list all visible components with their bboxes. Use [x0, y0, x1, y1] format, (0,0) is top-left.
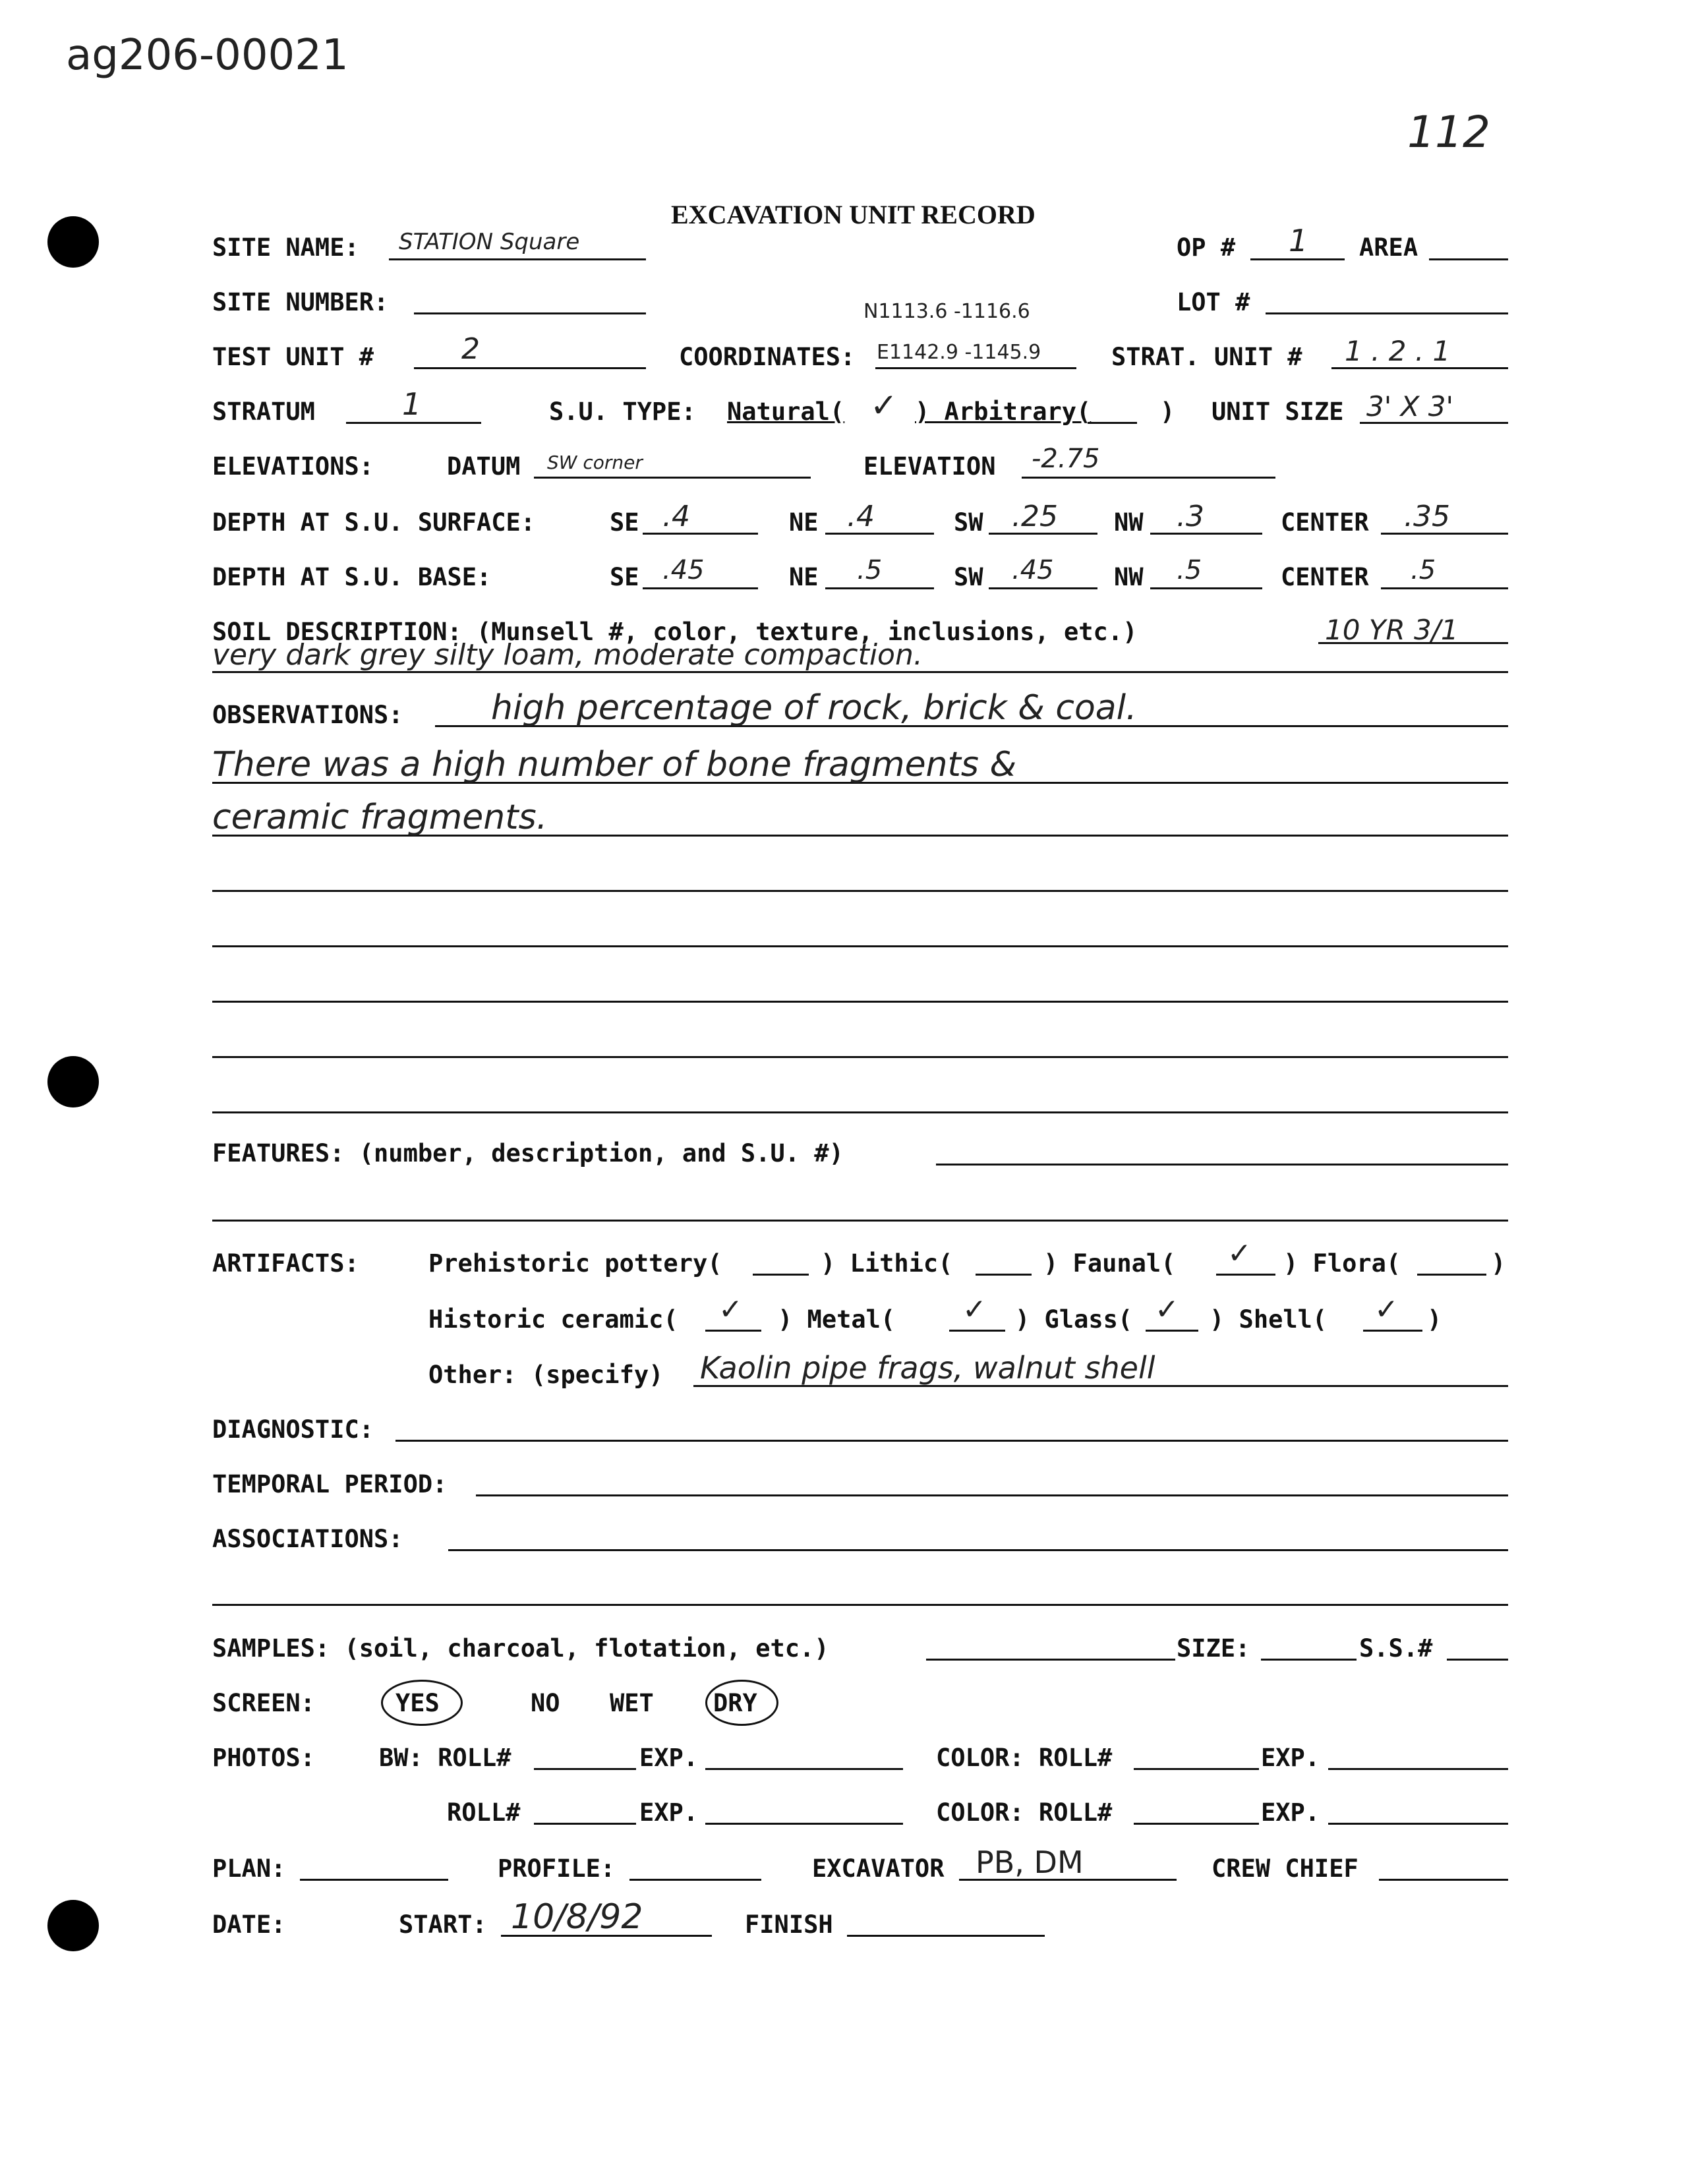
depth-base-se-label: SE [610, 563, 639, 591]
samples-size-line [1261, 1659, 1357, 1661]
glass-label: ) Glass( [1015, 1305, 1133, 1334]
flora-label: ) Flora( [1283, 1249, 1401, 1278]
lot-line [1266, 312, 1508, 314]
depth-base-center-value: .5 [1411, 555, 1436, 585]
photos-color-exp-line-1 [1328, 1768, 1508, 1770]
unit-size-value: 3' X 3' [1366, 390, 1454, 423]
temporal-period-line [476, 1494, 1508, 1496]
op-value: 1 [1289, 223, 1308, 258]
coordinates-north-value: N1113.6 -1116.6 [863, 300, 1030, 323]
observations-value-3: ceramic fragments. [212, 798, 548, 837]
excavator-value: PB, DM [976, 1845, 1084, 1880]
excavator-label: EXCAVATOR [812, 1854, 945, 1883]
blank-line-4 [212, 1056, 1508, 1058]
area-label: AREA [1359, 233, 1418, 262]
profile-line [629, 1879, 761, 1881]
depth-base-nw-line [1150, 587, 1262, 589]
test-unit-line [414, 367, 646, 369]
op-line [1250, 258, 1345, 260]
shell-line [1363, 1330, 1422, 1332]
plan-label: PLAN: [212, 1854, 286, 1883]
elevation-line [1022, 477, 1275, 479]
test-unit-label: TEST UNIT # [212, 343, 374, 371]
observations-label: OBSERVATIONS: [212, 701, 403, 729]
photos-color-exp-label-2: EXP. [1261, 1798, 1320, 1827]
punch-hole-middle [47, 1056, 99, 1107]
lithic-label: ) Lithic( [821, 1249, 953, 1278]
metal-line [949, 1330, 1005, 1332]
photos-bw-exp-label: EXP. [639, 1744, 699, 1772]
area-line [1429, 258, 1508, 260]
stratum-value: 1 [402, 386, 422, 422]
photos-color-exp-line-2 [1328, 1823, 1508, 1825]
historic-ceramic-label: Historic ceramic( [428, 1305, 678, 1334]
metal-check: ✓ [962, 1293, 987, 1326]
depth-surface-center-label: CENTER [1281, 508, 1369, 537]
crew-chief-label: CREW CHIEF [1212, 1854, 1358, 1883]
blank-line-2 [212, 945, 1508, 947]
strat-unit-line [1331, 367, 1508, 369]
photos-bw-exp-line [705, 1768, 903, 1770]
screen-label: SCREEN: [212, 1689, 315, 1717]
prehistoric-pottery-label: Prehistoric pottery( [428, 1249, 722, 1278]
photos-label: PHOTOS: [212, 1744, 315, 1772]
samples-line [926, 1659, 1175, 1661]
crew-chief-line [1379, 1879, 1508, 1881]
arbitrary-label: ) Arbitrary( [915, 398, 1092, 426]
site-name-line [389, 258, 646, 260]
glass-line [1146, 1330, 1198, 1332]
depth-surface-sw-value: .25 [1012, 500, 1058, 533]
samples-label: SAMPLES: (soil, charcoal, flotation, etc.) [212, 1634, 829, 1663]
stratum-label: STRATUM [212, 398, 315, 426]
unit-size-label: UNIT SIZE [1212, 398, 1344, 426]
depth-surface-se-line [643, 533, 758, 535]
photos-roll-line-2 [534, 1823, 636, 1825]
coordinates-east-value: E1142.9 -1145.9 [877, 341, 1041, 364]
samples-ss-label: S.S.# [1359, 1634, 1433, 1663]
flora-close: ) [1491, 1249, 1506, 1278]
document-id: ag206-00021 [66, 31, 349, 80]
metal-label: ) Metal( [778, 1305, 896, 1334]
features-line-1 [936, 1164, 1508, 1166]
arbitrary-close: ) [1160, 398, 1175, 426]
punch-hole-bottom [47, 1900, 99, 1951]
soil-description-label: SOIL DESCRIPTION: (Munsell #, color, texture, inclusions, etc.) [212, 618, 1138, 646]
other-label: Other: (specify) [428, 1361, 664, 1389]
temporal-period-label: TEMPORAL PERIOD: [212, 1470, 448, 1498]
observations-value-2: There was a high number of bone fragments & [212, 745, 1017, 784]
lot-label: LOT # [1177, 288, 1250, 316]
date-label: DATE: [212, 1910, 286, 1939]
natural-label: Natural( [727, 398, 845, 426]
site-number-line [414, 312, 646, 314]
historic-ceramic-check: ✓ [718, 1293, 743, 1326]
elevation-label: ELEVATION [863, 452, 996, 481]
photos-bw-roll-label: BW: ROLL# [379, 1744, 511, 1772]
strat-unit-value: 1 . 2 . 1 [1345, 335, 1451, 367]
faunal-line [1216, 1274, 1275, 1276]
soil-munsell-value: 10 YR 3/1 [1325, 614, 1459, 646]
other-value: Kaolin pipe frags, walnut shell [700, 1350, 1155, 1386]
plan-line [300, 1879, 448, 1881]
glass-check: ✓ [1155, 1293, 1179, 1326]
depth-base-sw-label: SW [954, 563, 983, 591]
depth-base-ne-label: NE [789, 563, 819, 591]
photos-color-exp-label-1: EXP. [1261, 1744, 1320, 1772]
soil-description-value: very dark grey silty loam, moderate compaction. [212, 638, 923, 672]
photos-color-roll-label-2: COLOR: ROLL# [936, 1798, 1113, 1827]
depth-surface-nw-value: .3 [1177, 500, 1204, 533]
associations-label: ASSOCIATIONS: [212, 1525, 403, 1553]
faunal-check: ✓ [1227, 1237, 1252, 1270]
photos-color-roll-line-1 [1134, 1768, 1259, 1770]
photos-exp-line-2 [705, 1823, 903, 1825]
photos-color-roll-label-1: COLOR: ROLL# [936, 1744, 1113, 1772]
depth-base-se-line [643, 587, 758, 589]
artifacts-label: ARTIFACTS: [212, 1249, 359, 1278]
depth-base-center-label: CENTER [1281, 563, 1369, 591]
depth-base-sw-line [989, 587, 1097, 589]
depth-surface-se-label: SE [610, 508, 639, 537]
depth-surface-nw-line [1150, 533, 1262, 535]
coordinates-label: COORDINATES: [679, 343, 856, 371]
blank-line-3 [212, 1001, 1508, 1003]
features-label: FEATURES: (number, description, and S.U. #) [212, 1139, 844, 1167]
diagnostic-line [395, 1440, 1508, 1442]
photos-bw-roll-line [534, 1768, 636, 1770]
associations-line-1 [448, 1549, 1508, 1551]
depth-base-sw-value: .45 [1012, 555, 1054, 585]
stratum-line [346, 422, 481, 424]
samples-ss-line [1447, 1659, 1508, 1661]
depth-surface-ne-line [825, 533, 934, 535]
depth-surface-ne-value: .4 [847, 500, 875, 533]
shell-check: ✓ [1374, 1293, 1399, 1326]
faunal-label: ) Faunal( [1043, 1249, 1176, 1278]
shell-label: ) Shell( [1210, 1305, 1328, 1334]
start-label: START: [399, 1910, 487, 1939]
depth-base-center-line [1381, 587, 1508, 589]
depth-surface-center-value: .35 [1404, 500, 1450, 533]
depth-surface-se-value: .4 [662, 500, 690, 533]
screen-wet: WET [610, 1689, 654, 1717]
depth-base-se-value: .45 [662, 555, 705, 585]
lithic-line [976, 1274, 1032, 1276]
depth-surface-label: DEPTH AT S.U. SURFACE: [212, 508, 536, 537]
depth-surface-sw-label: SW [954, 508, 983, 537]
samples-size-label: SIZE: [1177, 1634, 1250, 1663]
features-line-2 [212, 1220, 1508, 1222]
shell-close: ) [1427, 1305, 1442, 1334]
associations-line-2 [212, 1604, 1508, 1606]
depth-surface-ne-label: NE [789, 508, 819, 537]
test-unit-value: 2 [461, 332, 480, 366]
observations-value-1: high percentage of rock, brick & coal. [491, 688, 1137, 728]
datum-line [534, 477, 811, 479]
site-name-value: STATION Square [399, 229, 580, 255]
punch-hole-top [47, 216, 99, 268]
screen-yes: YES [395, 1689, 440, 1717]
depth-base-label: DEPTH AT S.U. BASE: [212, 563, 492, 591]
site-name-label: SITE NAME: [212, 233, 359, 262]
depth-base-nw-value: .5 [1177, 555, 1202, 585]
start-value: 10/8/92 [511, 1897, 643, 1937]
elevations-label: ELEVATIONS: [212, 452, 374, 481]
photos-exp-label-2: EXP. [639, 1798, 699, 1827]
diagnostic-label: DIAGNOSTIC: [212, 1415, 374, 1444]
finish-line [847, 1935, 1045, 1937]
strat-unit-label: STRAT. UNIT # [1111, 343, 1302, 371]
profile-label: PROFILE: [498, 1854, 616, 1883]
historic-ceramic-line [705, 1330, 761, 1332]
depth-surface-nw-label: NW [1114, 508, 1144, 537]
form-title: EXCAVATION UNIT RECORD [671, 200, 1036, 229]
depth-base-nw-label: NW [1114, 563, 1144, 591]
screen-dry: DRY [713, 1689, 757, 1717]
depth-base-ne-value: .5 [857, 555, 883, 585]
datum-label: DATUM [447, 452, 521, 481]
screen-no: NO [531, 1689, 560, 1717]
flora-line [1417, 1274, 1486, 1276]
coordinates-line [875, 367, 1076, 369]
elevation-value: -2.75 [1032, 444, 1100, 474]
prehistoric-pottery-line [753, 1274, 809, 1276]
photos-color-roll-line-2 [1134, 1823, 1259, 1825]
datum-value: SW corner [547, 452, 643, 473]
site-number-label: SITE NUMBER: [212, 288, 389, 316]
page-number: 112 [1407, 107, 1490, 158]
photos-roll-label-2: ROLL# [447, 1798, 521, 1827]
natural-check: ✓ [870, 386, 898, 425]
arbitrary-line [1088, 422, 1137, 424]
su-type-label: S.U. TYPE: [549, 398, 696, 426]
depth-base-ne-line [825, 587, 934, 589]
finish-label: FINISH [745, 1910, 833, 1939]
op-label: OP # [1177, 233, 1236, 262]
blank-line-1 [212, 890, 1508, 892]
blank-line-5 [212, 1111, 1508, 1113]
